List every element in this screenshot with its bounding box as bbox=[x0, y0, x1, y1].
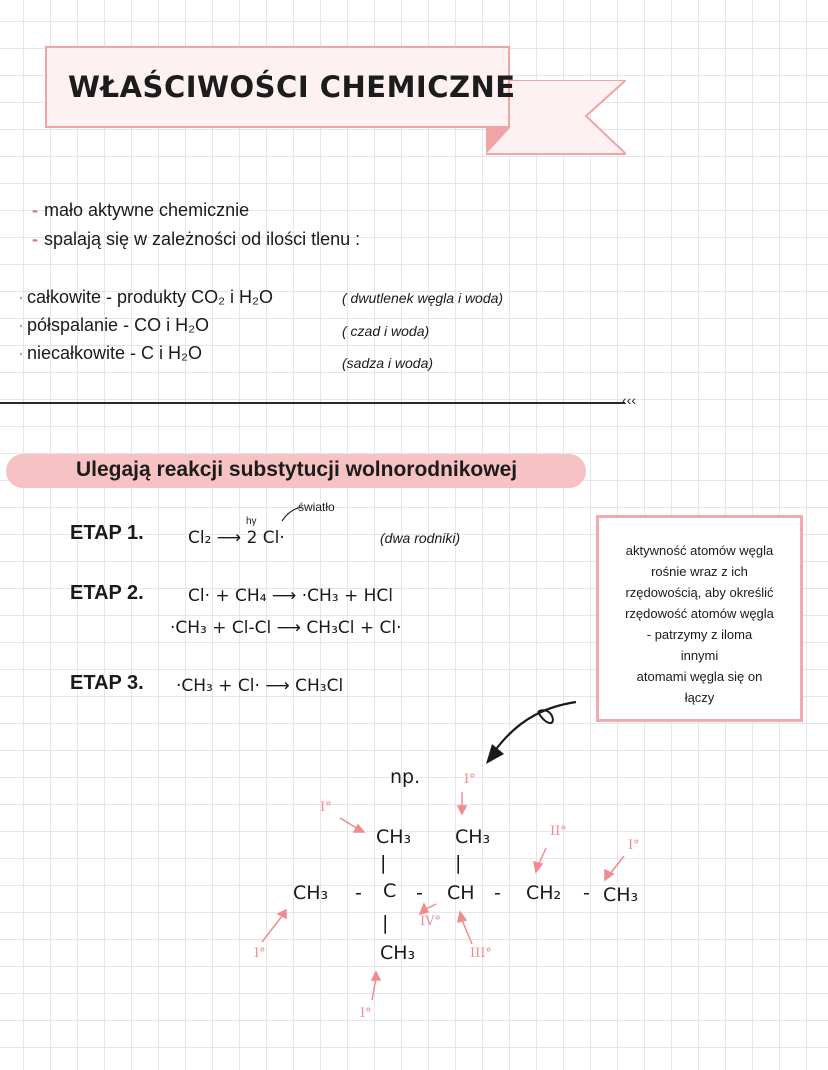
order-mark: II° bbox=[550, 824, 567, 839]
combustion-item: · niecałkowite - C i H₂O bbox=[18, 343, 203, 363]
combustion-note: ( dwutlenek węgla i woda) bbox=[342, 290, 504, 306]
note-line: - patrzymy z iloma bbox=[646, 627, 753, 642]
combustion-note: ( czad i woda) bbox=[342, 323, 430, 339]
bond: | bbox=[455, 852, 462, 874]
combustion-item: · półspalanie - CO i H₂O bbox=[18, 315, 210, 335]
order-mark: I° bbox=[360, 1006, 372, 1021]
methyl-group: CH₃ bbox=[603, 884, 639, 906]
combustion-item: · całkowite - produkty CO₂ i H₂O bbox=[18, 287, 274, 307]
methyl-group: CH₃ bbox=[293, 882, 329, 904]
note-line: innymi bbox=[680, 648, 719, 663]
bond: - bbox=[494, 882, 501, 904]
equation: Cl₂ ⟶ 2 Cl· bbox=[188, 528, 285, 548]
hv-label: hγ bbox=[246, 516, 257, 527]
stage-label: ETAP 3. bbox=[70, 672, 144, 694]
stage-label: ETAP 2. bbox=[70, 582, 144, 604]
divider-arrow-mark: ‹‹‹ bbox=[622, 392, 636, 408]
order-mark: IV° bbox=[420, 914, 442, 929]
order-mark: I° bbox=[464, 772, 476, 787]
order-mark: I° bbox=[320, 800, 332, 815]
radicals-note: (dwa rodniki) bbox=[380, 530, 461, 546]
note-line: rzędowością, aby określić bbox=[625, 585, 774, 600]
equation: Cl· + CH₄ ⟶ ·CH₃ + HCl bbox=[188, 586, 393, 606]
methyl-group: CH₃ bbox=[380, 942, 416, 964]
property-item: - mało aktywne chemicznie bbox=[32, 200, 250, 220]
equation: ·CH₃ + Cl-Cl ⟶ CH₃Cl + Cl· bbox=[170, 618, 402, 638]
carbon-atom: C bbox=[383, 880, 397, 902]
order-mark: I° bbox=[628, 838, 640, 853]
bond: | bbox=[382, 912, 389, 934]
bond: | bbox=[380, 852, 387, 874]
bond: - bbox=[416, 882, 423, 904]
page-title: WŁAŚCIWOŚCI CHEMICZNE bbox=[68, 70, 516, 104]
note-line: rzędowość atomów węgla bbox=[625, 606, 774, 621]
methyl-group: CH₃ bbox=[455, 826, 491, 848]
methyl-group: CH₃ bbox=[376, 826, 412, 848]
ch-group: CH bbox=[447, 882, 475, 904]
note-line: łączy bbox=[684, 690, 715, 705]
note-line: aktywność atomów węgla bbox=[625, 543, 774, 558]
light-label: światło bbox=[298, 500, 335, 514]
section-title: Ulegają reakcji substytucji wolnorodnikowej bbox=[76, 458, 518, 481]
ch2-group: CH₂ bbox=[526, 882, 562, 904]
equation: ·CH₃ + Cl· ⟶ CH₃Cl bbox=[176, 676, 344, 696]
note-line: atomami węgla się on bbox=[636, 669, 763, 684]
property-item: - spalają się w zależności od ilości tlenu : bbox=[32, 229, 361, 249]
example-label: np. bbox=[390, 766, 421, 788]
stage-label: ETAP 1. bbox=[70, 522, 144, 544]
bond: - bbox=[355, 882, 362, 904]
order-mark: III° bbox=[470, 946, 492, 961]
order-mark: I° bbox=[254, 946, 266, 961]
combustion-note: (sadza i woda) bbox=[342, 355, 434, 371]
note-line: rośnie wraz z ich bbox=[651, 564, 748, 579]
bond: - bbox=[583, 882, 590, 904]
